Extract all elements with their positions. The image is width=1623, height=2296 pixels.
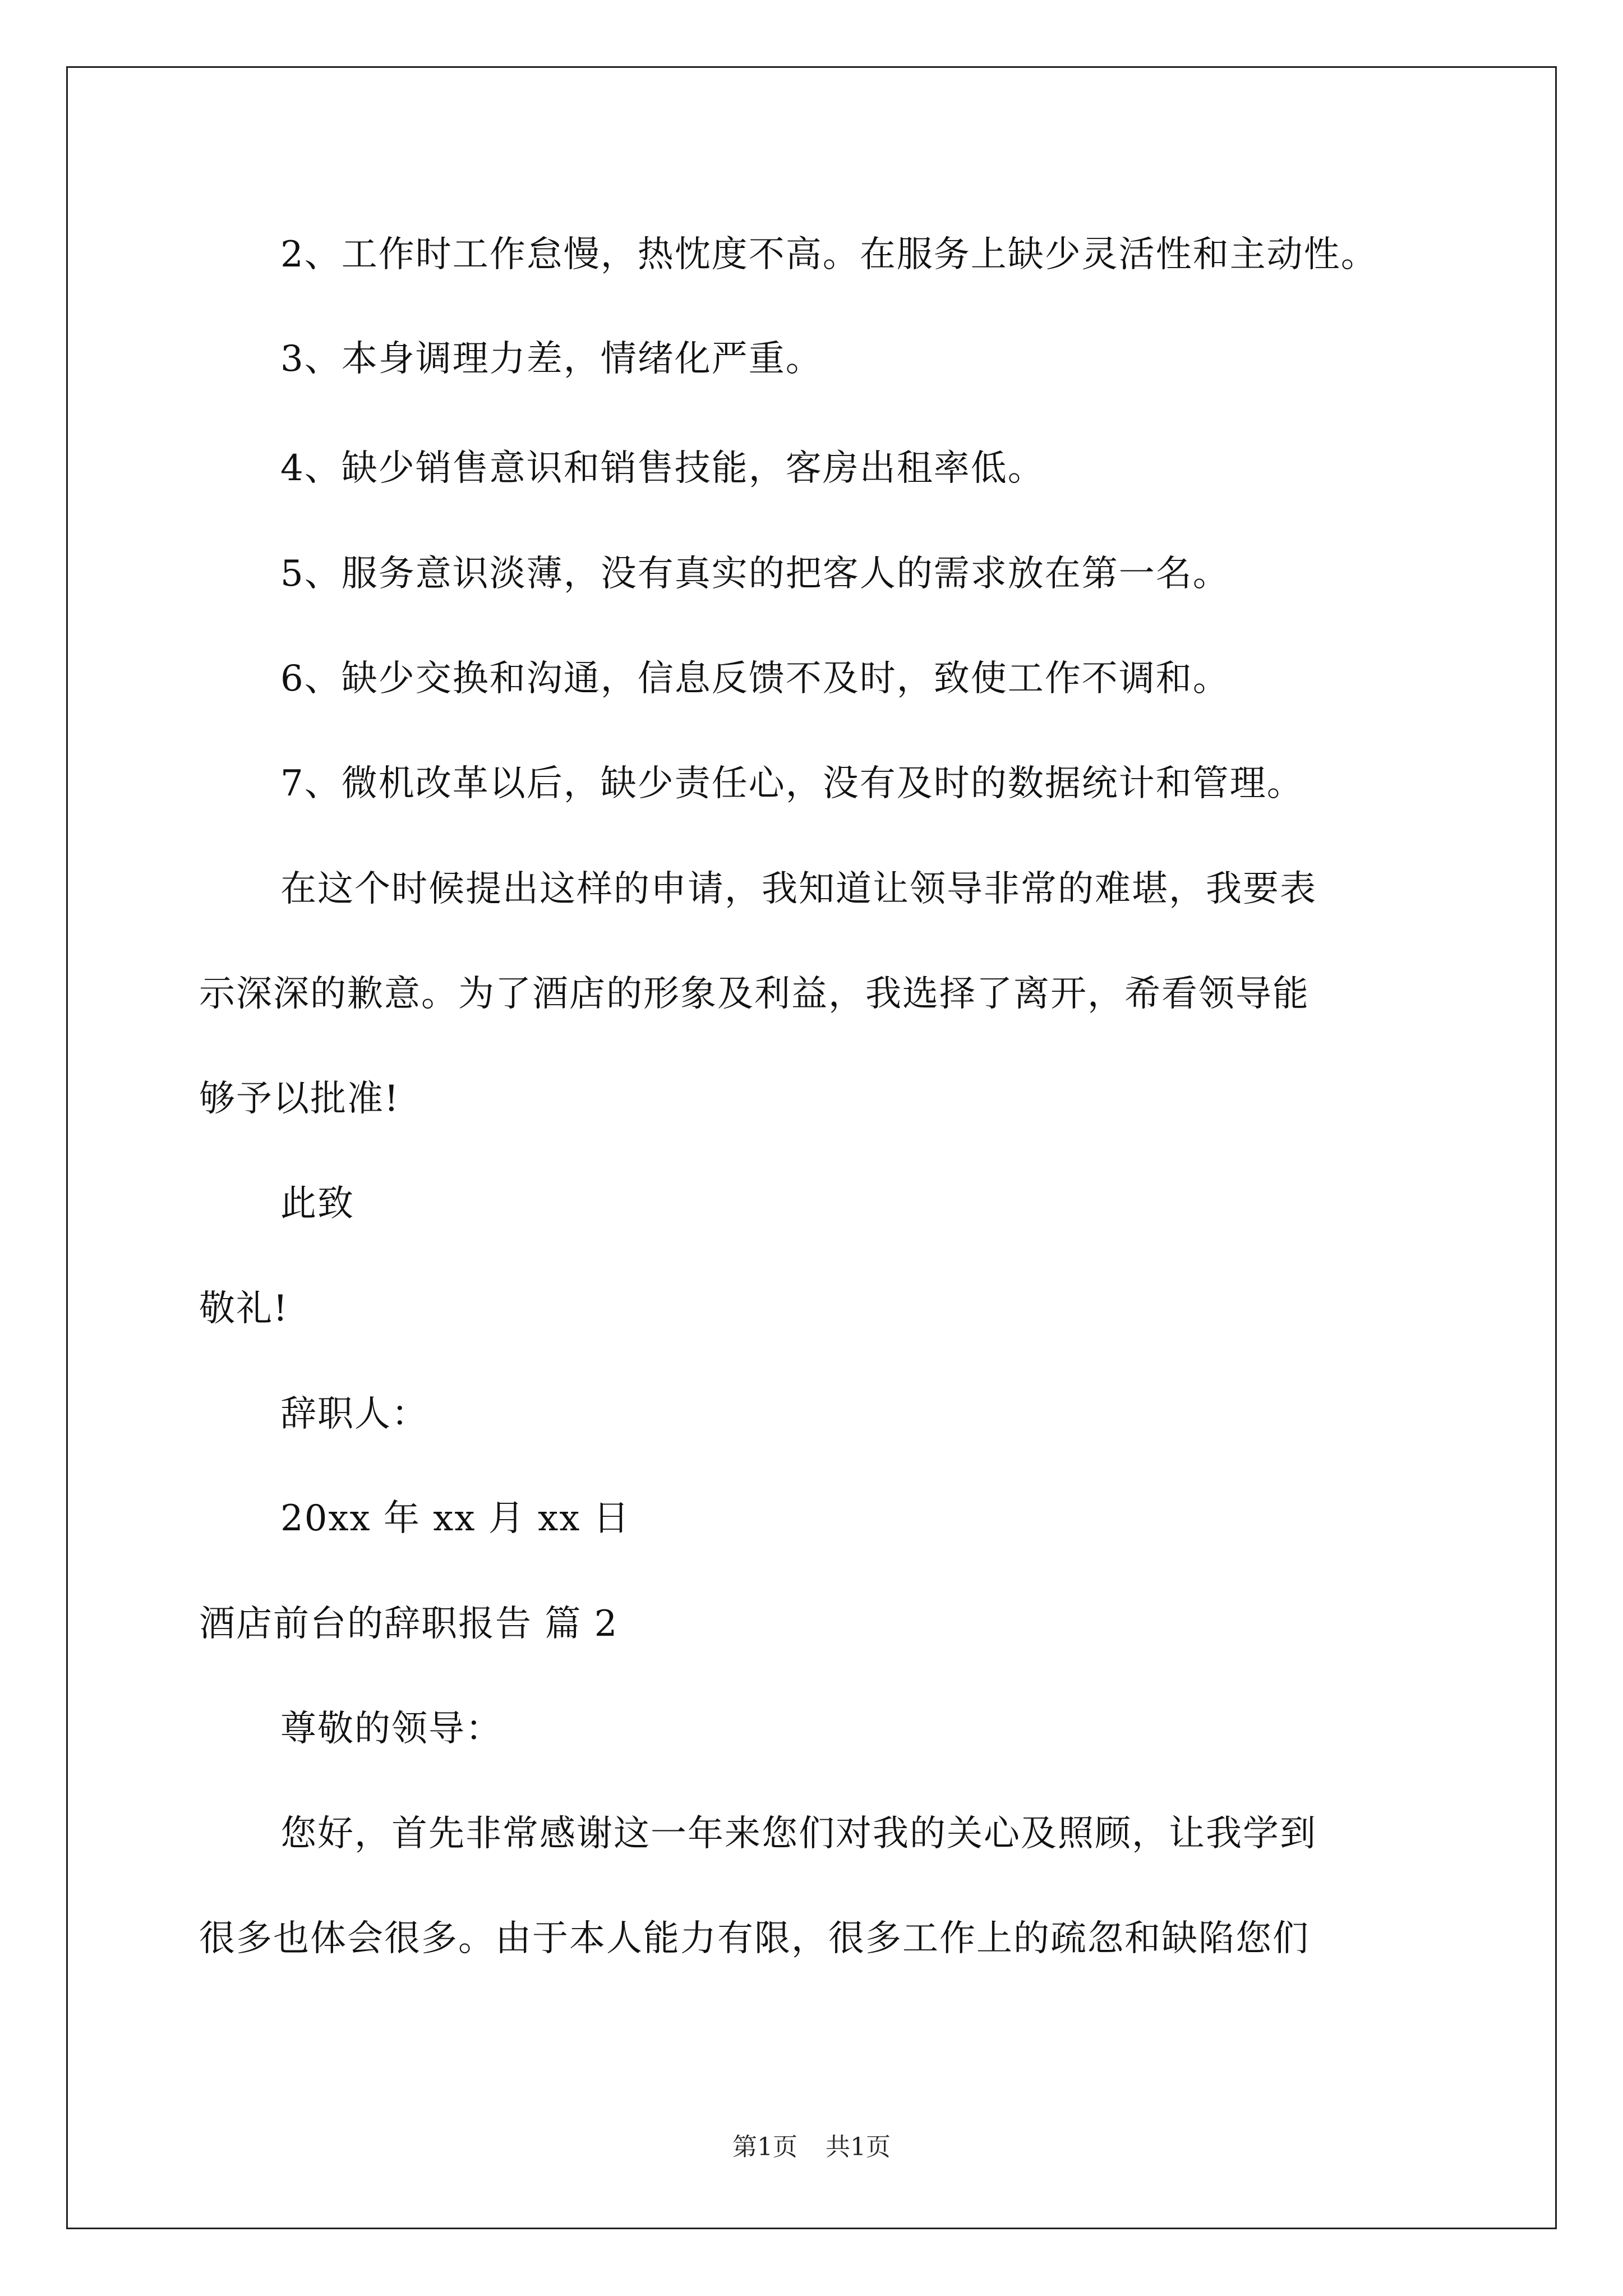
list-item: 2、工作时工作怠慢，热忱度不高。在服务上缺少灵活性和主动性。 — [280, 234, 1378, 275]
paragraph-line: 示深深的歉意。为了酒店的形象及利益，我选择了离开，希看领导能 — [199, 973, 1310, 1015]
page-border — [66, 66, 1557, 2229]
date: 20xx 年 xx 月 xx 日 — [280, 1498, 630, 1539]
page-footer — [0, 2132, 1623, 2163]
page-total: 共1页 — [826, 2133, 891, 2161]
list-item: 4、缺少销售意识和销售技能，客房出租率低。 — [280, 448, 1045, 489]
closing: 此致 — [280, 1183, 354, 1225]
salute: 敬礼! — [199, 1288, 289, 1329]
paragraph-line: 在这个时候提出这样的申请，我知道让领导非常的难堪，我要表 — [280, 868, 1317, 910]
paragraph-line: 您好，首先非常感谢这一年来您们对我的关心及照顾，让我学到 — [280, 1813, 1317, 1855]
list-item: 7、微机改革以后，缺少责任心，没有及时的数据统计和管理。 — [280, 763, 1304, 804]
greeting: 尊敬的领导： — [280, 1708, 502, 1750]
list-item: 6、缺少交换和沟通，信息反馈不及时，致使工作不调和。 — [280, 658, 1230, 700]
signer-label: 辞职人： — [280, 1393, 428, 1435]
list-item: 3、本身调理力差，情绪化严重。 — [280, 338, 823, 380]
paragraph-line: 够予以批准! — [199, 1078, 400, 1120]
list-item: 5、服务意识淡薄，没有真实的把客人的需求放在第一名。 — [280, 553, 1230, 595]
section-title: 酒店前台的辞职报告 篇 2 — [199, 1603, 619, 1645]
page-number: 第1页 — [732, 2133, 797, 2161]
paragraph-line: 很多也体会很多。由于本人能力有限，很多工作上的疏忽和缺陷您们 — [199, 1918, 1310, 1959]
